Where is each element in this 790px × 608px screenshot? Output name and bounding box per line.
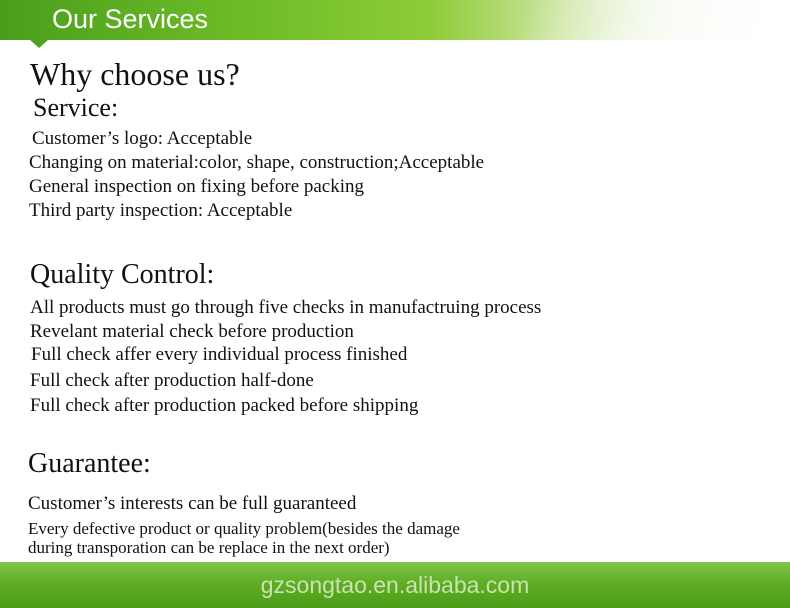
quality-item: Revelant material check before production <box>30 321 354 342</box>
quality-item: All products must go through five checks in manufactruing process <box>30 297 542 318</box>
quality-item: Full check after production packed before shipping <box>30 395 419 416</box>
header-fade <box>511 0 790 40</box>
footer-watermark: gzsongtao.en.alibaba.com <box>260 572 530 598</box>
main-heading: Why choose us? <box>30 56 240 92</box>
header-bar <box>0 0 790 40</box>
service-item: General inspection on fixing before packing <box>29 176 365 197</box>
guarantee-title: Guarantee: <box>28 448 151 479</box>
service-item: Changing on material:color, shape, construction;Acceptable <box>29 152 485 173</box>
footer-bar <box>0 562 790 608</box>
quality-title: Quality Control: <box>30 259 215 290</box>
service-item: Customer’s logo: Acceptable <box>32 128 253 149</box>
guarantee-item: Customer’s interests can be full guaranteed <box>28 493 357 514</box>
page-title: Our Services <box>52 4 209 34</box>
quality-item: Full check after production half-done <box>30 370 314 391</box>
guarantee-item: Every defective product or quality problem(besides the damage <box>28 519 460 538</box>
service-item: Third party inspection: Acceptable <box>29 200 293 221</box>
guarantee-item: during transporation can be replace in the next order) <box>28 538 390 557</box>
header-notch <box>30 40 48 48</box>
quality-item: Full check affer every individual process finished <box>31 344 408 365</box>
service-title: Service: <box>33 93 119 122</box>
